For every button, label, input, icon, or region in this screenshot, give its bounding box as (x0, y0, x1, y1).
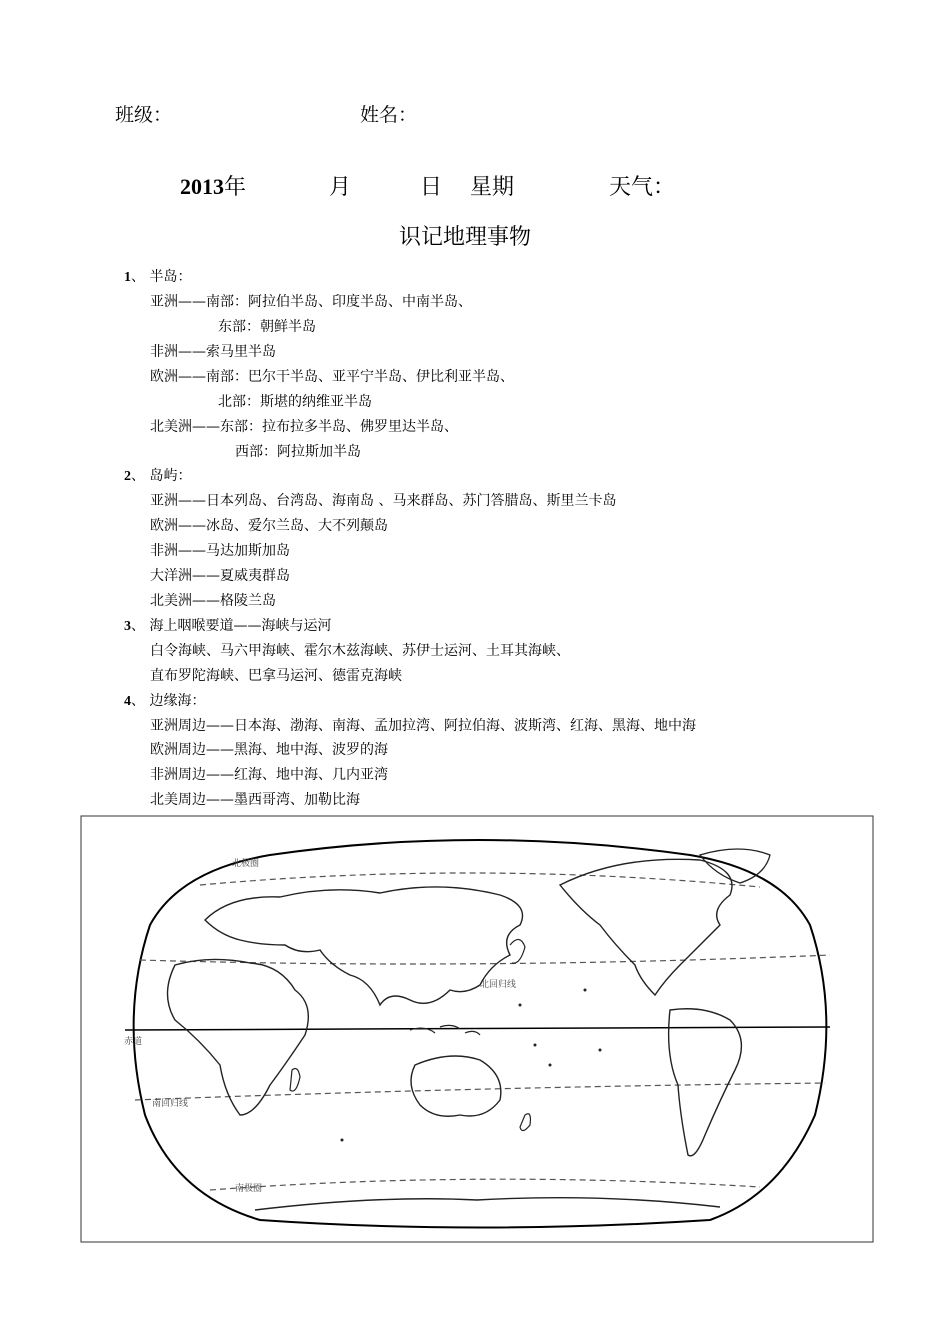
name-label: 姓名： (360, 104, 418, 126)
section-heading: 4、 边缘海： (124, 693, 206, 709)
weather-label: 天气： (609, 175, 676, 200)
list-item: 欧洲——冰岛、爱尔兰岛、大不列颠岛 (150, 518, 388, 534)
list-item: 北部：斯堪的纳维亚半岛 (218, 394, 372, 410)
list-item: 亚洲周边——日本海、渤海、南海、孟加拉湾、阿拉伯海、波斯湾、红海、黑海、地中海 (150, 718, 696, 734)
world-map (80, 815, 874, 1243)
list-item: 白令海峡、马六甲海峡、霍尔木兹海峡、苏伊士运河、土耳其海峡、 (150, 643, 570, 659)
equator-label: 赤道 (124, 1037, 143, 1047)
list-item: 直布罗陀海峡、巴拿马运河、德雷克海峡 (150, 668, 402, 684)
list-item: 大洋洲——夏威夷群岛 (150, 568, 290, 584)
list-item: 非洲——马达加斯加岛 (150, 543, 290, 559)
list-item: 北美洲——格陵兰岛 (150, 593, 276, 609)
list-item: 欧洲周边——黑海、地中海、波罗的海 (150, 742, 388, 758)
tropic-of-capricorn-label: 南回归线 (152, 1099, 189, 1109)
date-line (180, 170, 246, 201)
list-item: 非洲——索马里半岛 (150, 344, 276, 360)
tropic-of-cancer-label: 北回归线 (480, 980, 517, 990)
list-item: 非洲周边——红海、地中海、几内亚湾 (150, 767, 388, 783)
section-heading: 1、 半岛： (124, 269, 192, 285)
list-item: 北美周边——墨西哥湾、加勒比海 (150, 792, 360, 808)
list-item: 西部：阿拉斯加半岛 (235, 444, 361, 460)
day-unit: 日 (420, 175, 443, 200)
class-label: 班级： (115, 104, 173, 126)
list-item: 亚洲——日本列岛、台湾岛、海南岛 、马来群岛、苏门答腊岛、斯里兰卡岛 (150, 493, 617, 509)
list-item: 亚洲——南部：阿拉伯半岛、印度半岛、中南半岛、 (150, 294, 472, 310)
page-title: 识记地理事物 (399, 225, 532, 250)
arctic-circle-label: 北极圈 (232, 859, 260, 869)
section-heading: 2、 岛屿： (124, 468, 192, 484)
year-unit: 年 (224, 175, 247, 200)
list-item: 欧洲——南部：巴尔干半岛、亚平宁半岛、伊比利亚半岛、 (150, 369, 514, 385)
antarctic-circle-label: 南极圈 (235, 1184, 263, 1194)
list-item: 北美洲——东部：拉布拉多半岛、佛罗里达半岛、 (150, 419, 458, 435)
section-heading: 3、 海上咽喉要道——海峡与运河 (124, 618, 332, 634)
month-unit: 月 (329, 175, 352, 200)
weekday-label: 星期 (470, 175, 515, 200)
list-item: 东部：朝鲜半岛 (218, 319, 316, 335)
year-value: 2013 (180, 174, 224, 199)
